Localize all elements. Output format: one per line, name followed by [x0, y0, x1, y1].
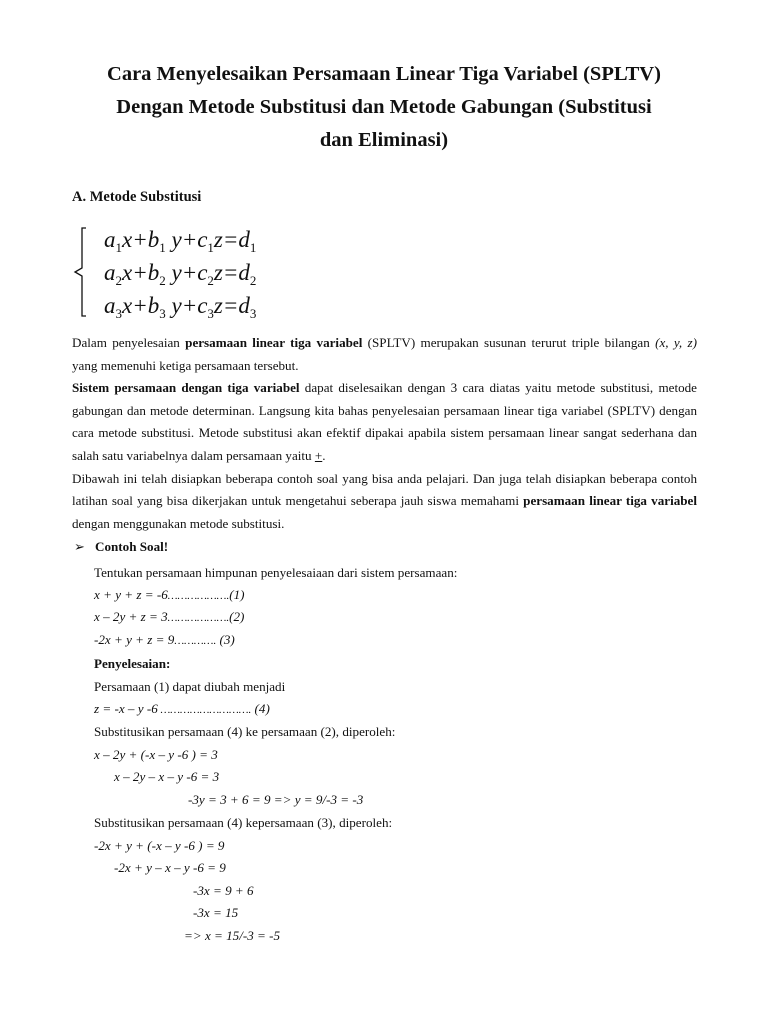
step-3-equation-4: -3x = 15: [193, 905, 239, 920]
step-3-equation-5: => x = 15/-3 = -5: [184, 928, 281, 943]
step-2-equation-1: x – 2y + (-x – y -6 ) = 3: [94, 747, 218, 762]
step-3-equation-2: -2x + y – x – y -6 = 9: [114, 860, 226, 875]
step-1-equation: z = -x – y -6 ………………………. (4): [94, 701, 270, 716]
left-brace: [70, 224, 100, 320]
example-equation-3: -2x + y + z = 9…………. (3): [94, 632, 235, 647]
example-equation-2: x – 2y + z = 3……………….(2): [94, 609, 245, 624]
step-3-equation-1: -2x + y + (-x – y -6 ) = 9: [94, 838, 225, 853]
section-heading: A. Metode Substitusi: [72, 189, 202, 205]
step-2-text: Substitusikan persamaan (4) ke persamaan (2), diperoleh:: [94, 724, 396, 739]
step-1-text: Persamaan (1) dapat diubah menjadi: [94, 679, 286, 694]
paragraph-1: Dalam penyelesaian persamaan linear tiga variabel (SPLTV) merupakan susunan terurut triple bilangan (x, y, z) yang memenuhi ketiga persamaan tersebut.: [72, 335, 697, 373]
step-2-equation-2: x – 2y – x – y -6 = 3: [114, 769, 220, 784]
paragraph-2: Sistem persamaan dengan tiga variabel dapat diselesaikan dengan 3 cara diatas yaitu metode substitusi, metode gabungan dan metode determinan. Langsung kita bahas penyelesaian persamaan linear tiga variabel (SPLTV) dengan cara metode substitusi. Metode substitusi akan efektif dipakai apabila sistem persamaan linear sangat sederhana dan salah satu variabelnya dalam persamaan yaitu +.: [72, 380, 697, 463]
paragraph-3: Dibawah ini telah disiapkan beberapa contoh soal yang bisa anda pelajari. Dan juga telah disiapkan beberapa contoh latihan soal yang bisa dikerjakan untuk mengetahui seberapa jauh siswa memahami persamaan linear tiga variabel dengan menggunakan metode substitusi.: [72, 470, 697, 531]
example-intro: Tentukan persamaan himpunan penyelesaiaan dari sistem persamaan:: [94, 565, 458, 580]
title-line-3: dan Eliminasi): [319, 129, 449, 151]
title-line-1: Cara Menyelesaikan Persamaan Linear Tiga Variabel (SPLTV): [107, 63, 661, 85]
equation-system: [70, 224, 330, 324]
arrow-bullet-icon: ➢: [74, 539, 85, 554]
example-equation-1: x + y + z = -6……………….(1): [94, 587, 245, 602]
step-3-equation-3: -3x = 9 + 6: [193, 883, 254, 898]
step-2-equation-3: -3y = 3 + 6 = 9 => y = 9/-3 = -3: [188, 792, 364, 807]
system-equation-3: $a_3x+b_3$ $y+c_3z=d_3$: [104, 293, 257, 321]
body-text: [72, 332, 697, 535]
system-equation-2: $a_2x+b_2$ $y+c_2z=d_2$: [104, 260, 257, 288]
title-line-2: Dengan Metode Substitusi dan Metode Gabungan (Substitusi: [116, 96, 652, 118]
document-title: [60, 58, 708, 157]
step-3-text: Substitusikan persamaan (4) kepersamaan (3), diperoleh:: [94, 815, 393, 830]
system-equation-1: $a_1x+b_1$ $y+c_1z=d_1$: [104, 227, 257, 255]
solution-heading: Penyelesaian:: [94, 656, 171, 671]
example-heading: ➢ Contoh Soal!: [74, 539, 169, 554]
